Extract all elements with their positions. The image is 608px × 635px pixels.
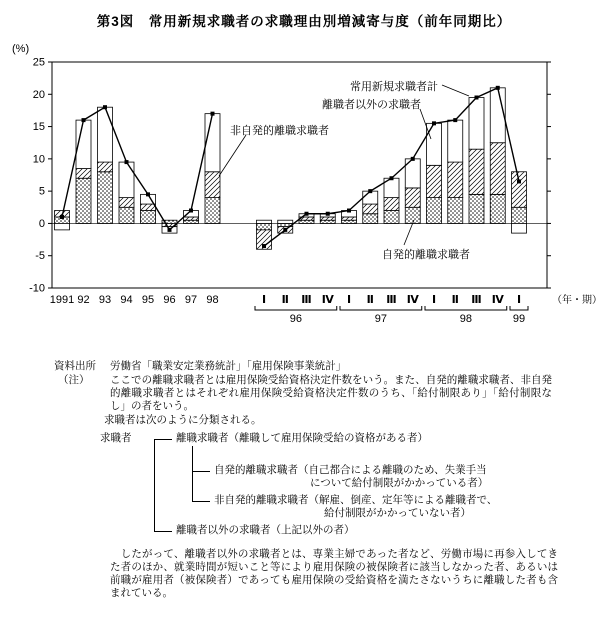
bar-segment-other — [512, 223, 527, 233]
bar-segment-other — [55, 223, 70, 229]
bar-segment-voluntary — [427, 198, 442, 224]
bar-segment-involuntary — [184, 217, 199, 220]
bar-segment-other — [448, 120, 463, 162]
y-tick-label: 0 — [38, 217, 45, 230]
bar-segment-voluntary — [257, 223, 272, 229]
total-marker — [453, 118, 457, 122]
note-text-2: 求職者は次のように分類される。 — [104, 414, 262, 426]
quarter-group-bracket — [340, 306, 422, 310]
bar-segment-involuntary — [98, 162, 113, 172]
tree-branch-non-leavers: 離職者以外の求職者（上記以外の者） — [176, 524, 355, 536]
tree-line-involuntary — [192, 501, 210, 502]
y-tick-label: 20 — [32, 88, 45, 101]
tree-branch-involuntary-line1: 非自発的離職求職者（解雇、倒産、定年等による離職者で、 — [214, 494, 498, 506]
total-marker — [390, 176, 394, 180]
bar-segment-other — [469, 98, 484, 150]
total-marker — [347, 209, 351, 213]
bar-segment-involuntary — [469, 149, 484, 194]
bar-segment-other — [490, 88, 505, 143]
quarter-group-bracket — [255, 306, 337, 310]
x-label-quarter: Ⅱ — [281, 294, 289, 306]
bar-segment-voluntary — [299, 220, 314, 223]
tree-branch-voluntary-line1: 自発的離職求職者（自己都合による離職のため、失業手当 — [214, 464, 487, 476]
bar-segment-voluntary — [363, 214, 378, 224]
source-label: 資料出所 — [54, 360, 96, 372]
closing-paragraph: したがって、離職者以外の求職者とは、専業主婦であった者など、労働市場に再参入してきた者のほか、就業時間が短いこと等により雇用保険の被保険者に該当しなかった者、あるいは前職が雇用者（被保険者）であっても雇用保険の受給資格を満たさないうちに離職した者も含まれている。 — [110, 548, 558, 599]
y-tick-label: -10 — [29, 282, 45, 295]
bar-segment-voluntary — [141, 211, 156, 224]
bar-segment-involuntary — [320, 217, 335, 220]
x-label-quarter: Ⅲ — [301, 294, 312, 306]
tree-line-voluntary — [192, 471, 210, 472]
total-marker — [368, 189, 372, 193]
classification-tree — [96, 432, 576, 542]
y-tick-label: 5 — [38, 185, 45, 198]
tree-line-branch1 — [154, 439, 172, 440]
x-label-quarter: Ⅱ — [366, 294, 374, 306]
quarter-group-bracket — [510, 306, 528, 310]
bar-segment-voluntary — [490, 194, 505, 223]
total-marker — [146, 192, 150, 196]
x-label-year: 97 — [184, 294, 198, 306]
y-axis-unit-label: (%) — [12, 43, 30, 55]
total-marker — [60, 215, 64, 219]
x-axis-unit-label: （年・期） — [552, 295, 602, 306]
annotation-leader-line — [219, 135, 246, 176]
bar-segment-involuntary — [448, 162, 463, 198]
bar-segment-voluntary — [469, 194, 484, 223]
bar-segment-other — [98, 107, 113, 162]
quarter-group-bracket — [425, 306, 507, 310]
quarter-group-label: 97 — [374, 313, 387, 325]
tree-line-main — [154, 439, 155, 531]
total-marker — [432, 121, 436, 125]
annotation-involuntary: 非自発的離職求職者 — [230, 125, 329, 137]
bar-segment-other — [119, 162, 134, 198]
bar-segment-involuntary — [76, 169, 91, 179]
bar-segment-involuntary — [512, 172, 527, 208]
x-label-year: 98 — [206, 294, 219, 306]
tree-line-sub — [192, 446, 193, 501]
bar-segment-other — [205, 114, 220, 172]
bar-segment-voluntary — [448, 198, 463, 224]
x-label-year: 94 — [120, 294, 133, 306]
y-tick-label: 15 — [32, 121, 45, 134]
total-marker — [82, 118, 86, 122]
y-tick-label: 25 — [32, 56, 45, 69]
x-label-quarter: Ⅱ — [451, 294, 459, 306]
figure-title: 第3図 常用新規求職者の求職理由別増減寄与度（前年同期比） — [96, 14, 512, 29]
tree-line-branch2 — [154, 531, 172, 532]
annotation-total-line: 常用新規求職者計 — [350, 81, 438, 93]
total-marker — [475, 96, 479, 100]
total-marker — [305, 212, 309, 216]
bar-segment-voluntary — [98, 172, 113, 224]
total-marker — [125, 160, 129, 164]
annotation-leader-line — [442, 85, 469, 96]
x-label-year: 96 — [163, 294, 176, 306]
bar-segment-voluntary — [512, 207, 527, 223]
quarter-group-label: 99 — [512, 313, 526, 325]
bar-segment-involuntary — [405, 188, 420, 207]
x-label-year: 92 — [77, 294, 90, 306]
x-label-quarter: Ⅰ — [516, 294, 522, 306]
bar-segment-involuntary — [363, 204, 378, 214]
bar-segment-voluntary — [384, 211, 399, 224]
x-label-quarter: Ⅳ — [491, 294, 504, 306]
y-tick-label: -5 — [35, 250, 45, 263]
note-label: （注） — [58, 374, 90, 386]
x-label-year: 95 — [141, 294, 155, 306]
source-text: 労働省「職業安定業務統計」「雇用保険事業統計」 — [110, 360, 347, 372]
bar-segment-involuntary — [141, 204, 156, 210]
tree-branch-involuntary-line2: 給付制限がかかっていない者） — [324, 507, 471, 519]
total-marker — [103, 105, 107, 109]
x-label-year: 1991 — [49, 294, 75, 306]
bar-segment-other — [257, 220, 272, 223]
tree-branch-voluntary-line2: について給付制限がかかっている者） — [310, 477, 489, 489]
bar-segment-voluntary — [76, 178, 91, 223]
bar-segment-voluntary — [205, 198, 220, 224]
x-label-quarter: Ⅲ — [386, 294, 397, 306]
total-marker — [517, 179, 521, 183]
x-label-quarter: Ⅳ — [321, 294, 334, 306]
note-text: ここでの離職求職者とは雇用保険受給資格決定件数をいう。また、自発的離職求職者、非自発的離職求職者とはそれぞれ雇用保険受給資格決定件数のうち、「給付制限あり」「給付制限なし」の者をいう。 — [110, 374, 552, 412]
bar-segment-voluntary — [320, 220, 335, 223]
x-label-quarter: Ⅲ — [471, 294, 482, 306]
bar-segment-involuntary — [342, 217, 357, 220]
contribution-chart — [0, 36, 608, 336]
bar-segment-other — [278, 220, 293, 223]
total-marker — [211, 112, 215, 116]
quarter-group-label: 96 — [289, 313, 302, 325]
bar-segment-involuntary — [205, 172, 220, 198]
total-marker — [189, 209, 193, 213]
total-marker — [168, 228, 172, 232]
x-label-quarter: Ⅳ — [406, 294, 419, 306]
total-marker — [496, 86, 500, 90]
total-marker — [326, 212, 330, 216]
tree-root: 求職者 — [100, 432, 132, 444]
x-label-quarter: Ⅰ — [261, 294, 267, 306]
y-tick-label: 10 — [32, 153, 45, 166]
bar-segment-involuntary — [119, 198, 134, 208]
annotation-voluntary: 自発的離職求職者 — [382, 249, 470, 261]
annotation-other-jobseekers: 離職者以外の求職者 — [322, 99, 421, 111]
bar-segment-voluntary — [184, 220, 199, 223]
bar-segment-voluntary — [405, 207, 420, 223]
bar-segment-involuntary — [490, 143, 505, 195]
bar-segment-involuntary — [427, 165, 442, 197]
bar-segment-other — [427, 123, 442, 165]
bar-segment-involuntary — [384, 198, 399, 211]
quarter-group-label: 98 — [459, 313, 472, 325]
total-marker — [283, 228, 287, 232]
x-label-year: 93 — [98, 294, 112, 306]
total-marker — [262, 244, 266, 248]
x-label-quarter: Ⅰ — [431, 294, 437, 306]
bar-segment-voluntary — [342, 220, 357, 223]
bar-segment-voluntary — [119, 207, 134, 223]
tree-branch-leavers: 離職求職者（離職して雇用保険受給の資格がある者） — [176, 432, 428, 444]
x-label-quarter: Ⅰ — [346, 294, 352, 306]
total-marker — [411, 157, 415, 161]
